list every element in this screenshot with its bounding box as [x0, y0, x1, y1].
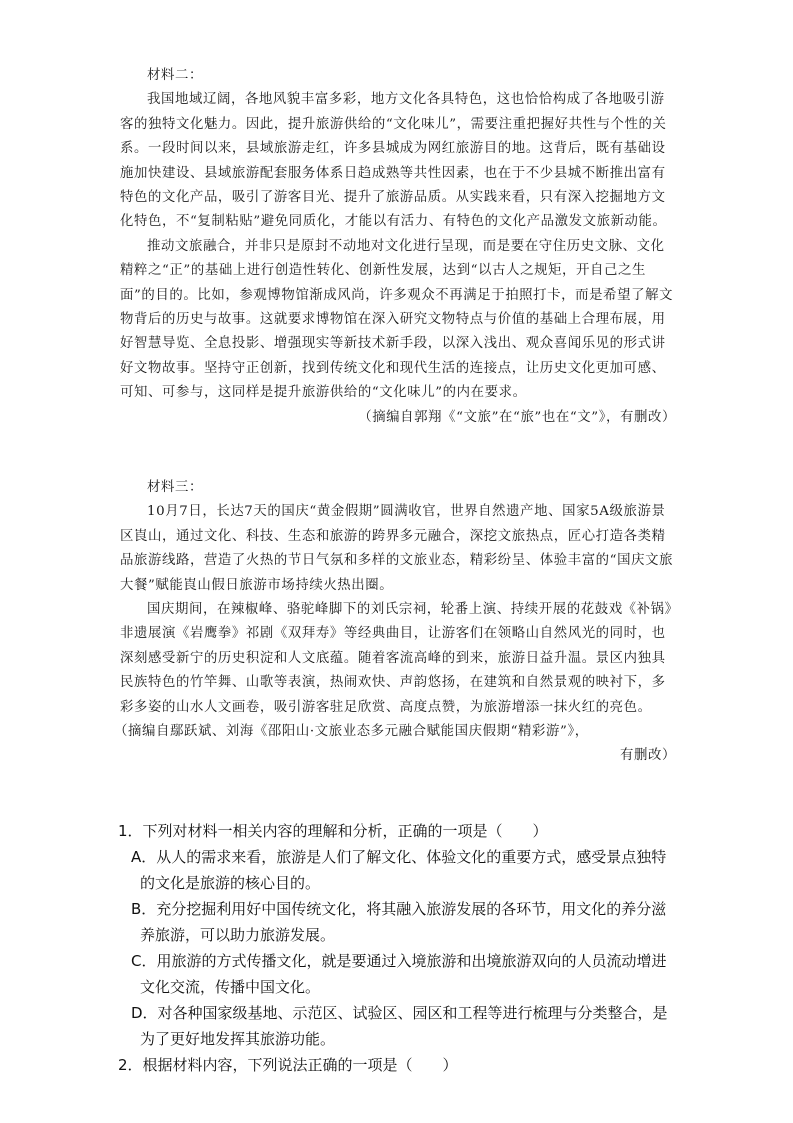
material-two-heading: 材料二： — [147, 68, 203, 83]
question-1-stem: 1．下列对材料一相关内容的理解和分析，正确的一项是（ ） — [118, 822, 548, 840]
question-1-option-c[interactable]: C．用旅游的方式传播文化，就是要通过入境旅游和出境旅游双向的人员流动增进文化交流，传播中国文化。 — [131, 952, 667, 996]
material-three-heading: 材料三： — [147, 480, 203, 495]
question-1-option-d[interactable]: D．对各种国家级基地、示范区、试验区、园区和工程等进行梳理与分类整合，是为了更好地发挥其旅游功能。 — [131, 1004, 668, 1048]
question-2-stem: 2．根据材料内容，下列说法正确的一项是（ ） — [118, 1056, 458, 1074]
material-three-source-line-1: （摘编自鄢跃斌、刘海《邵阳山·文旅业态多元融合赋能国庆假期“精彩游”》， — [114, 724, 589, 740]
material-two-paragraph-2: 推动文旅融合，并非只是原封不动地对文化进行呈现，而是要在守住历史文脉、文化精粹之“正”的基础上进行创造性转化、创新性发展，达到“以古人之规矩，开自己之生面”的目的。比如，参观博物馆渐成风尚，许多观众不再满足于拍照打卡，而是希望了解文物背后的历史与故事。这就要求博物馆在深入研究文物特点与价值的基础上合理布展，用好智慧导览、全息投影、增强现实等新技术新手段，以深入浅出、观众喜闻乐见的形式讲好文物故事。坚持守正创新，找到传统文化和现代生活的连接点，让历史文化更加可感、可知、可参与，这同样是提升旅游供给的“文化味儿”的内在要求。 — [120, 238, 674, 401]
questions — [118, 818, 678, 1078]
material-three-source-line-2: 有删改） — [620, 748, 676, 764]
material-three — [114, 476, 676, 769]
question-1-option-b[interactable]: B．充分挖掘利用好中国传统文化，将其融入旅游发展的各环节，用文化的养分滋养旅游，可以助力旅游发展。 — [131, 900, 667, 944]
material-three-paragraph-1: 10月7日，长达7天的国庆“黄金假期”圆满收官，世界自然遗产地、国家5A级旅游景区崀山，通过文化、科技、生态和旅游的跨界多元融合，深挖文旅热点，匠心打造各类精品旅游线路，营造了火热的节日气氛和多样的文旅业态，精彩纷呈、体验丰富的“国庆文旅大餐”赋能崀山假日旅游市场持续火热出圈。 — [120, 504, 674, 593]
material-two-paragraph-1: 我国地域辽阔，各地风貌丰富多彩，地方文化各具特色，这也恰恰构成了各地吸引游客的独特文化魅力。因此，提升旅游供给的“文化味儿”，需要注重把握好共性与个性的关系。一段时间以来，县域旅游走红，许多县城成为网红旅游目的地。这背后，既有基础设施加快建设、县域旅游配套服务体系日趋成熟等共性因素，也在于不少县城不断推出富有特色的文化产品，吸引了游客目光、提升了旅游品质。从实践来看，只有深入挖掘地方文化特色，不“复制粘贴”避免同质化，才能以有活力、有特色的文化产品激发文旅新动能。 — [120, 92, 667, 230]
question-1-option-a[interactable]: A．从人的需求来看，旅游是人们了解文化、体验文化的重要方式，感受景点独特的文化是旅游的核心目的。 — [131, 848, 667, 892]
material-three-paragraph-2: 国庆期间，在辣椒峰、骆驼峰脚下的刘氏宗祠，轮番上演、持续开展的花鼓戏《补锅》非遗展演《岩鹰拳》祁剧《双拜寿》等经典曲目，让游客们在领略山自然风光的同时，也深刻感受新宁的历史积淀和人文底蕴。随着客流高峰的到来，旅游日益升温。景区内独具民族特色的竹竿舞、山歌等表演，热闹欢快、声韵悠扬，在建筑和自然景观的映衬下，多彩多姿的山水人文画卷，吸引游客驻足欣赏、高度点赞，为旅游增添一抹火红的亮色。 — [120, 602, 672, 715]
material-two-source: （摘编自郭翔《“文旅”在“旅”也在“文”》，有删改） — [358, 409, 676, 425]
material-two — [120, 64, 676, 430]
